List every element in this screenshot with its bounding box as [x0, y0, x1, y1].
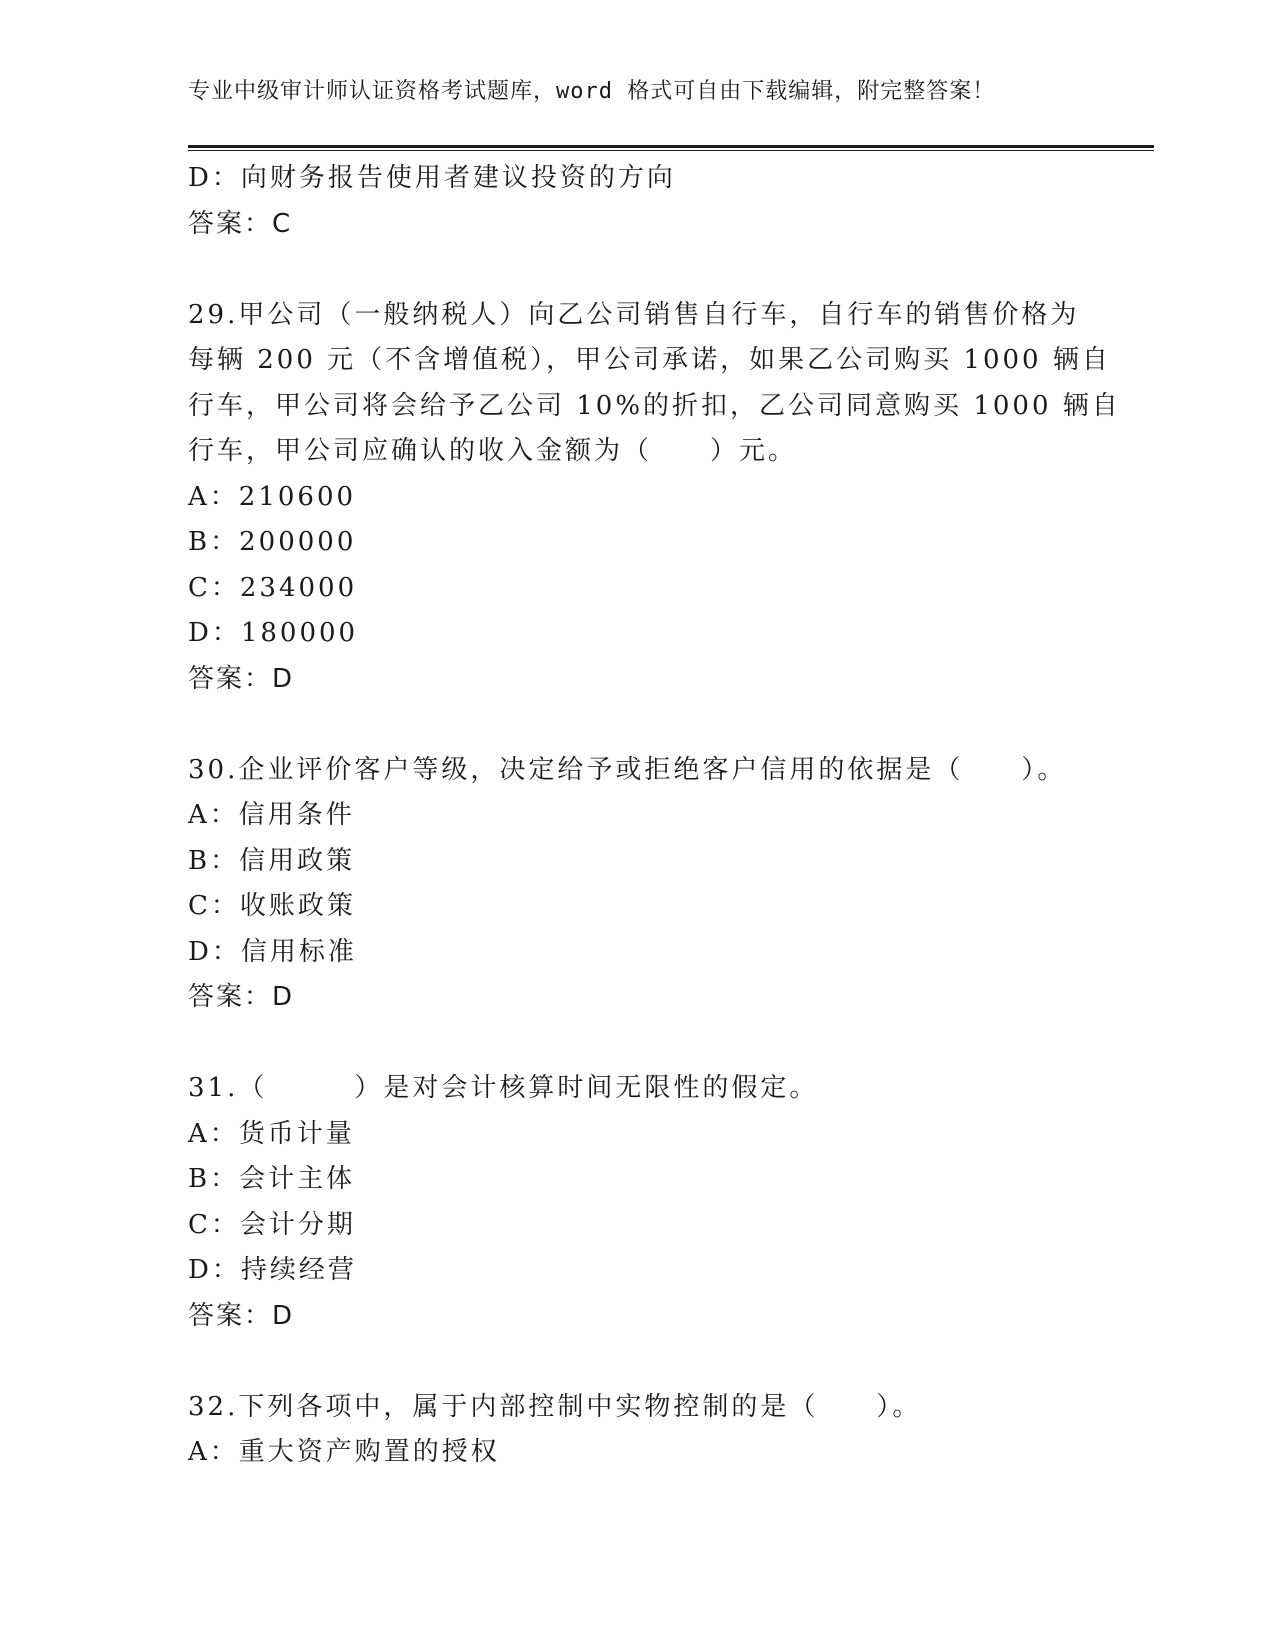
- header-rule-thick: [188, 145, 1154, 148]
- option-a: A：重大资产购置的授权: [188, 1437, 500, 1467]
- option-d: D：持续经营: [188, 1255, 357, 1285]
- option-c: C：会计分期: [188, 1209, 356, 1240]
- question-stem-line: 行车，甲公司应确认的收入金额为（ ）元。: [188, 436, 798, 466]
- question-31: [188, 1066, 1088, 1339]
- option-d: D：信用标准: [188, 936, 357, 967]
- option-b: B：200000: [188, 527, 357, 557]
- spacer: [188, 1021, 1088, 1067]
- question-29: [188, 293, 1121, 703]
- option-a: A：210600: [188, 481, 357, 512]
- answer: 答案：D: [188, 663, 295, 694]
- question-stem-line: 31.（ ）是对会计核算时间无限性的假定。: [188, 1073, 819, 1103]
- question-content: [188, 156, 1121, 1476]
- question-stem-line: 29.甲公司（一般纳税人）向乙公司销售自行车，自行车的销售价格为: [188, 299, 1080, 330]
- option-a: A：信用条件: [188, 800, 355, 830]
- question-stem-line: 30.企业评价客户等级，决定给予或拒绝客户信用的依据是（ ）。: [188, 754, 1067, 785]
- option-d: D：180000: [188, 618, 359, 648]
- previous-option-d: D：向财务报告使用者建议投资的方向: [188, 163, 676, 193]
- question-30: [188, 748, 1088, 1021]
- option-b: B：会计主体: [188, 1164, 356, 1194]
- header-rule-thin: [188, 150, 1154, 151]
- spacer: [188, 1339, 1088, 1385]
- spacer: [188, 247, 1088, 293]
- option-c: C：234000: [188, 572, 358, 603]
- question-stem-line: 32.下列各项中，属于内部控制中实物控制的是（ ）。: [188, 1391, 922, 1422]
- question-stem-line: 行车，甲公司将会给予乙公司 10%的折扣，乙公司同意购买 1000 辆自: [188, 390, 1121, 421]
- spacer: [188, 702, 1088, 748]
- question-32: [188, 1385, 1088, 1476]
- option-b: B：信用政策: [188, 845, 356, 876]
- answer: 答案：D: [188, 1300, 295, 1331]
- answer: 答案：D: [188, 982, 295, 1012]
- page-header: 专业中级审计师认证资格考试题库，word 格式可自由下载编辑，附完整答案！: [188, 79, 996, 104]
- question-stem-line: 每辆 200 元（不含增值税），甲公司承诺，如果乙公司购买 1000 辆自: [188, 345, 1111, 375]
- previous-answer: 答案：C: [188, 208, 293, 239]
- option-a: A：货币计量: [188, 1118, 355, 1149]
- option-c: C：收账政策: [188, 891, 356, 921]
